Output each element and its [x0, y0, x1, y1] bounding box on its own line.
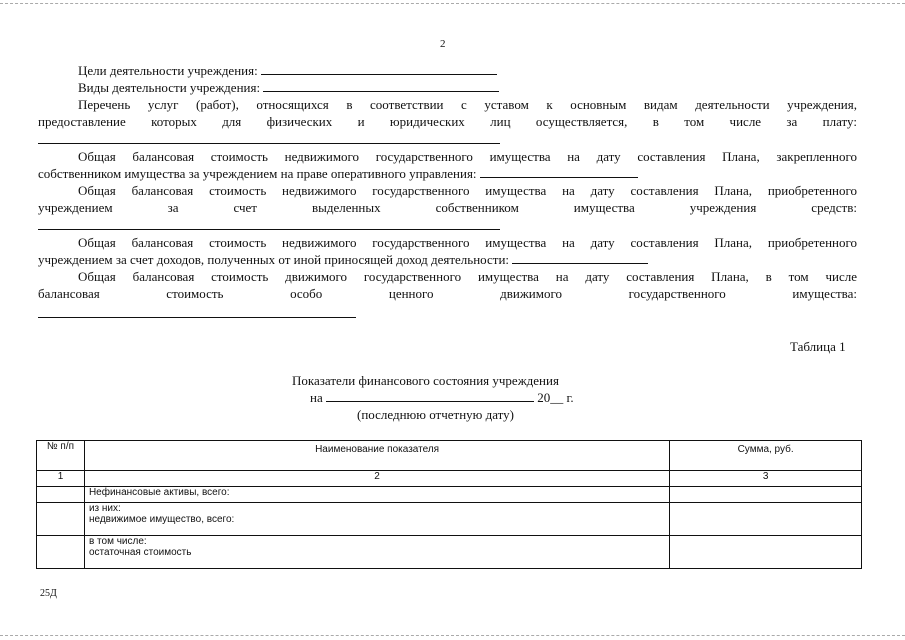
- income-label: учреждением за счет доходов, полученных от иной приносящей доход деятельности:: [38, 252, 510, 267]
- services-line-2: предоставление которых для физических и юридических лиц осуществляется, в том числе за плату:: [38, 114, 857, 129]
- table-date-note: (последнюю отчетную дату): [357, 407, 515, 422]
- movable-line-1: Общая балансовая стоимость движимого государственного имущества на дату составления Плана, в том числе: [78, 269, 857, 284]
- goals-blank[interactable]: [261, 62, 497, 75]
- realestate-line-1: Общая балансовая стоимость недвижимого государственного имущества на дату составления Плана, закрепленного: [78, 149, 857, 164]
- page-bottom-border: [0, 635, 905, 636]
- footer-code: 25Д: [40, 588, 57, 599]
- types-blank[interactable]: [263, 79, 499, 92]
- row-name-cell: [84, 503, 669, 536]
- financial-indicators-table: [36, 440, 862, 569]
- acquired-line-2: учреждением за счет выделенных собственником имущества учреждения средств:: [38, 200, 857, 215]
- header-name: Наименование показателя: [84, 441, 669, 471]
- movable-line-2: балансовая стоимость особо ценного движимого государственного имущества:: [38, 286, 857, 301]
- row-num-cell: [37, 536, 85, 569]
- table-date-line: [310, 389, 574, 406]
- row-name-line: недвижимое имущество, всего:: [88, 514, 235, 525]
- column-number-3: 3: [670, 471, 862, 487]
- table-year-label: 20__ г.: [537, 390, 574, 405]
- row-sum-cell[interactable]: [670, 503, 862, 536]
- column-number-2: 2: [84, 471, 669, 487]
- table-on-label: на: [310, 390, 323, 405]
- goals-line: [78, 62, 497, 79]
- income-line-2: [38, 251, 648, 268]
- income-blank[interactable]: [512, 251, 648, 264]
- row-name-cell: Нефинансовые активы, всего:: [84, 487, 669, 503]
- row-sum-cell[interactable]: [670, 536, 862, 569]
- row-num-cell: [37, 503, 85, 536]
- income-line-1: Общая балансовая стоимость недвижимого государственного имущества на дату составления Плана, приобретенного: [78, 235, 857, 250]
- page-number: 2: [440, 38, 446, 50]
- row-name-line: остаточная стоимость: [88, 547, 192, 558]
- types-line: [78, 79, 499, 96]
- row-name-line: в том числе:: [88, 536, 147, 547]
- page-top-border: [0, 3, 905, 4]
- table-label: Таблица 1: [790, 339, 846, 354]
- realestate-label: собственником имущества за учреждением на праве оперативного управления:: [38, 166, 477, 181]
- row-name-cell: [84, 536, 669, 569]
- services-blank[interactable]: [38, 143, 500, 144]
- header-num: № п/п: [37, 441, 85, 471]
- acquired-line-1: Общая балансовая стоимость недвижимого государственного имущества на дату составления Плана, приобретенного: [78, 183, 857, 198]
- table-date-blank[interactable]: [326, 389, 534, 402]
- table-header-row: [37, 441, 862, 471]
- table-row: [37, 503, 862, 536]
- row-sum-cell[interactable]: [670, 487, 862, 503]
- realestate-line-2: [38, 165, 638, 182]
- acquired-blank[interactable]: [38, 229, 500, 230]
- row-name-line: из них:: [88, 503, 121, 514]
- column-number-row: [37, 471, 862, 487]
- column-number-1: 1: [37, 471, 85, 487]
- header-sum: Сумма, руб.: [670, 441, 862, 471]
- types-label: Виды деятельности учреждения:: [78, 80, 261, 95]
- services-line-1: Перечень услуг (работ), относящихся в соответствии с уставом к основным видам деятельности учреждения,: [78, 97, 857, 112]
- movable-blank[interactable]: [38, 317, 356, 318]
- table-row: [37, 487, 862, 503]
- row-num-cell: [37, 487, 85, 503]
- table-row: [37, 536, 862, 569]
- goals-label: Цели деятельности учреждения:: [78, 63, 258, 78]
- table-title: Показатели финансового состояния учреждения: [292, 373, 559, 388]
- realestate-blank[interactable]: [480, 165, 638, 178]
